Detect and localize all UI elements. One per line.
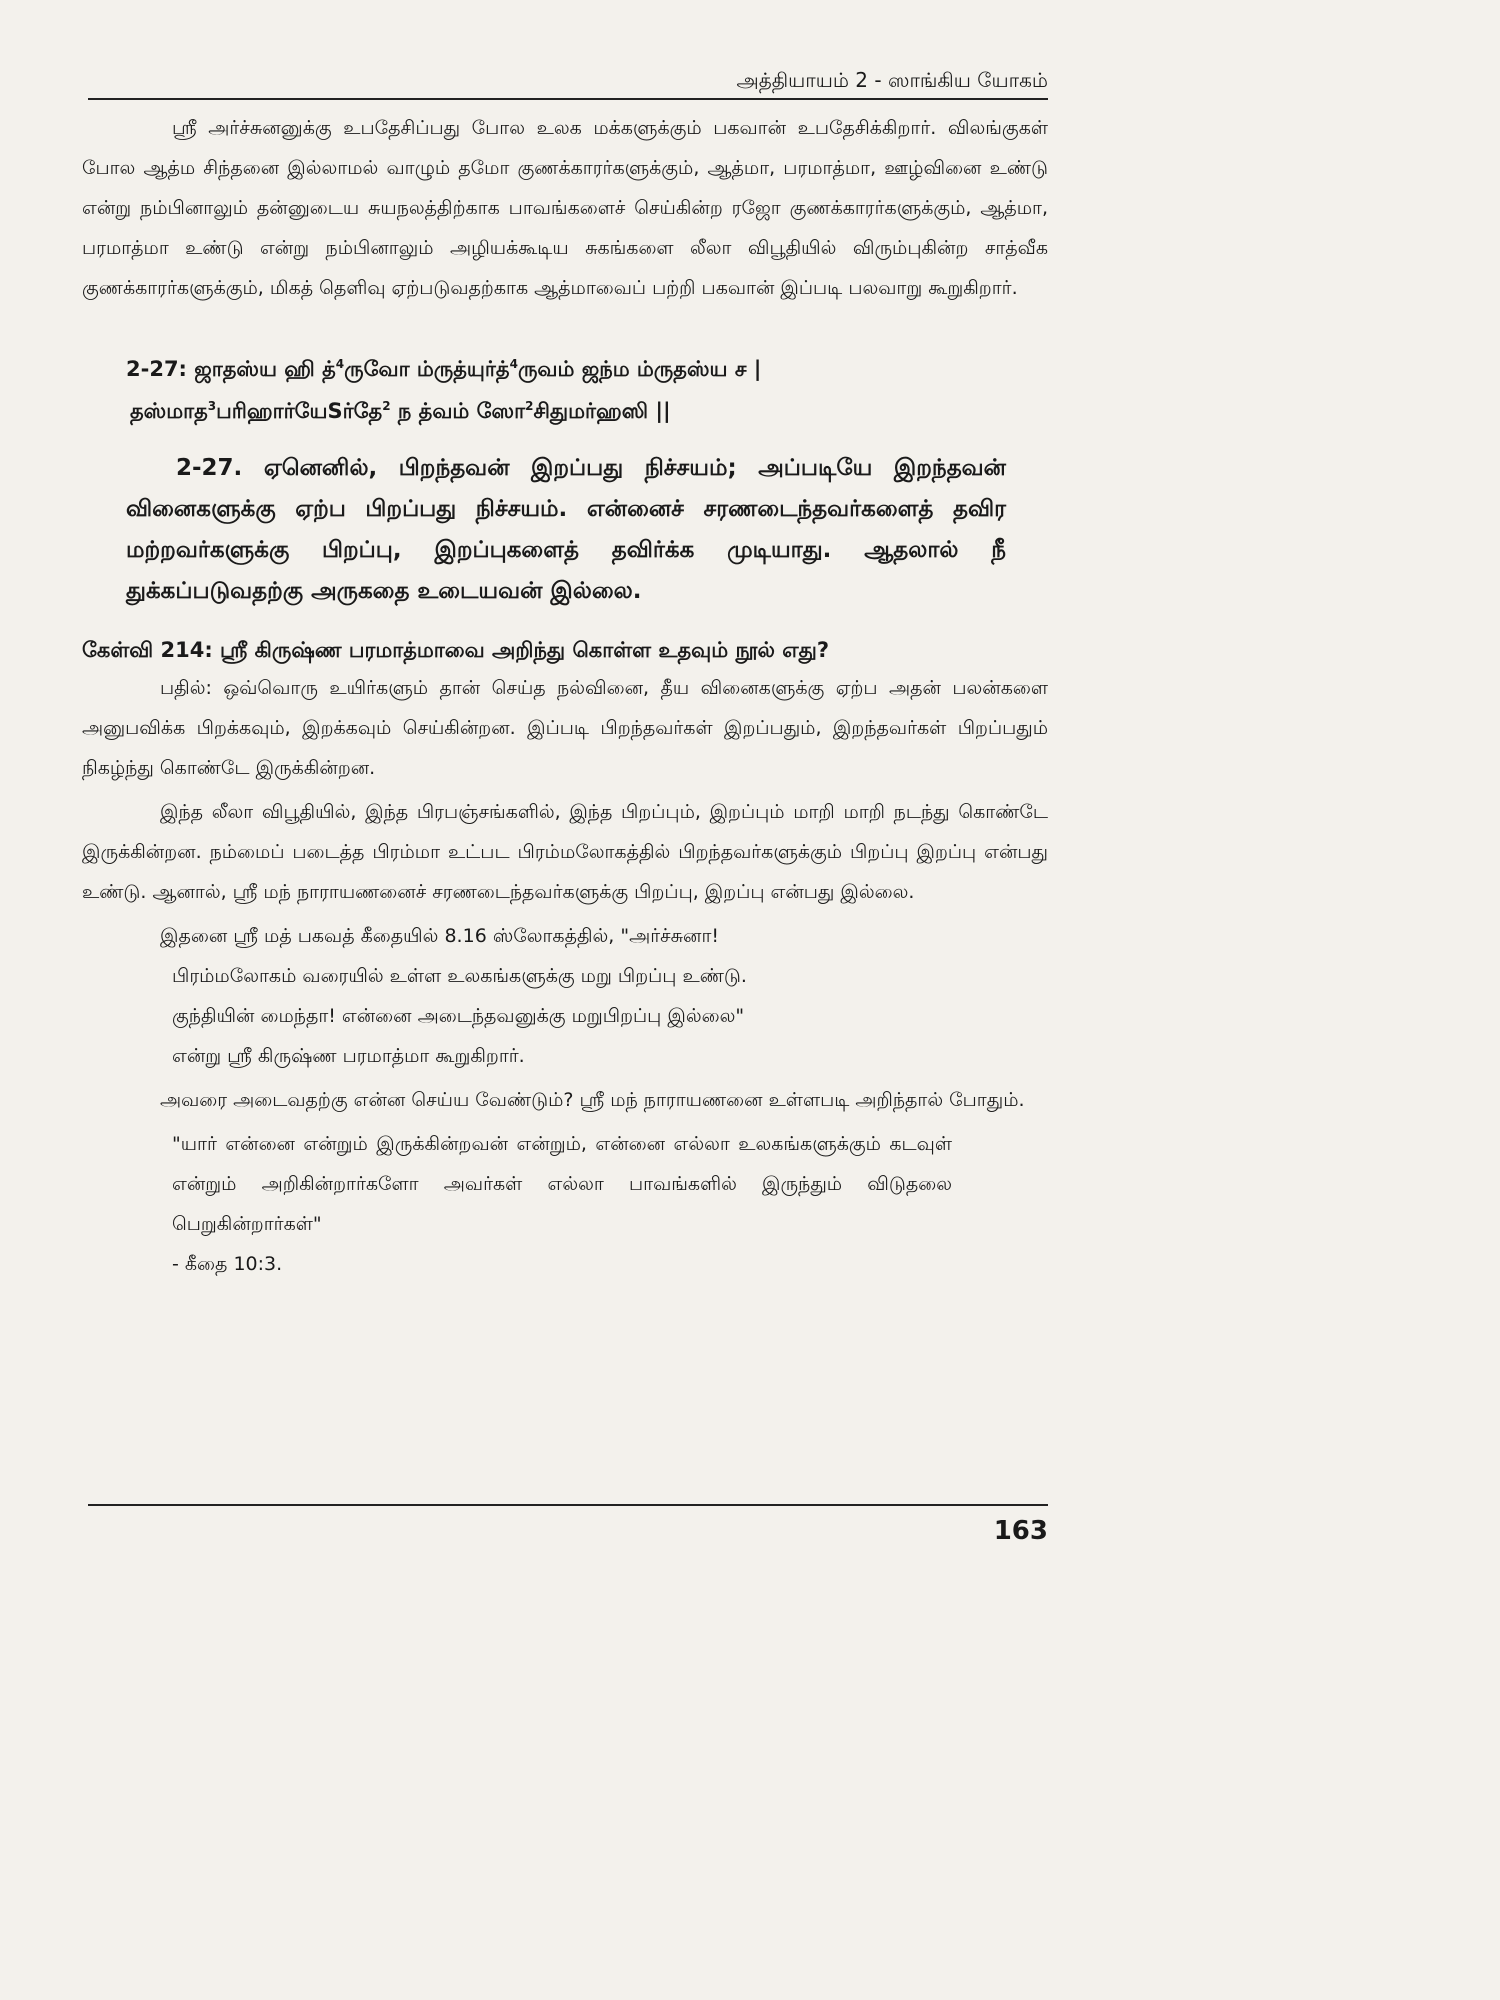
answer-paragraph-2: இந்த லீலா விபூதியில், இந்த பிரபஞ்சங்களில், இந்த பிறப்பும், இறப்பும் மாறி மாறி நடந்து கொண்டே இருக்கின்றன. நம்மைப் படைத்த பிரம்மா உட்பட பிரம்மலோகத்தில் பிறந்தவர்களுக்கும் பிறப்பு இறப்பு என்பது உண்டு. ஆனால், ஸ்ரீ மந் நாராயணனைச் சரணடைந்தவர்களுக்கு பிறப்பு, இறப்பு என்பது இல்லை. [82, 801, 1048, 903]
answer-paragraph-1: பதில்: ஒவ்வொரு உயிர்களும் தான் செய்த நல்வினை, தீய வினைகளுக்கு ஏற்ப அதன் பலன்களை அனுபவிக்க பிறக்கவும், இறக்கவும் செய்கின்றன. இப்படி பிறந்தவர்கள் இறப்பதும், இறந்தவர்கள் பிறப்பதும் நிகழ்ந்து கொண்டே இருக்கின்றன. [82, 677, 1048, 779]
diacritic-number: 2 [382, 399, 391, 413]
shloka-text: ருவோ ம்ருத்யுர்த் [344, 357, 510, 381]
quote-line: குந்தியின் மைந்தா! என்னை அடைந்தவனுக்கு மறுபிறப்பு இல்லை" [172, 1005, 745, 1027]
page-number: 163 [993, 1516, 1048, 1546]
diacritic-number: 4 [509, 357, 518, 371]
diacritic-number: 3 [207, 399, 217, 413]
quote-line: என்று ஸ்ரீ கிருஷ்ண பரமாத்மா கூறுகிறார். [172, 1045, 525, 1067]
running-header: அத்தியாயம் 2 - ஸாங்கிய யோகம் [736, 68, 1048, 92]
shloka-text: ருவம் ஜந்ம ம்ருதஸ்ய ச | [517, 357, 762, 381]
footer-rule [88, 1504, 1048, 1506]
shloka-text: சிதுமர்ஹஸி || [533, 399, 671, 423]
shloka-text: 2-27: ஜாதஸ்ய ஹி த் [126, 357, 336, 381]
question-heading: கேள்வி 214: ஸ்ரீ கிருஷ்ண பரமாத்மாவை அறிந்து கொள்ள உதவும் நூல் எது? [82, 638, 830, 662]
answer-paragraph-3: இதனை ஸ்ரீ மத் பகவத் கீதையில் 8.16 ஸ்லோகத்தில், "அர்ச்சுனா! [160, 925, 720, 947]
header-rule [88, 98, 1048, 100]
diacritic-number: 2 [525, 399, 534, 413]
quote-line: பிரம்மலோகம் வரையில் உள்ள உலகங்களுக்கு மறு பிறப்பு உண்டு. [172, 965, 747, 987]
answer-paragraph-4: அவரை அடைவதற்கு என்ன செய்ய வேண்டும்? ஸ்ரீ மந் நாராயணனை உள்ளபடி அறிந்தால் போதும். [160, 1089, 1025, 1111]
gita-10-3-quote: "யார் என்னை என்றும் இருக்கின்றவன் என்றும், என்னை எல்லா உலகங்களுக்கும் கடவுள் என்றும் அறிகின்றார்களோ அவர்கள் எல்லா பாவங்களில் இருந்தும் விடுதலை பெறுகின்றார்கள்" [172, 1133, 952, 1235]
intro-paragraph: ஸ்ரீ அர்ச்சுனனுக்கு உபதேசிப்பது போல உலக மக்களுக்கும் பகவான் உபதேசிக்கிறார். விலங்குகள் போல ஆத்ம சிந்தனை இல்லாமல் வாழும் தமோ குணக்காரர்களுக்கும், ஆத்மா, பரமாத்மா, ஊழ்வினை உண்டு என்று நம்பினாலும் தன்னுடைய சுயநலத்திற்காக பாவங்களைச் செய்கின்ற ரஜோ குணக்காரர்களுக்கும், ஆத்மா, பரமாத்மா உண்டு என்று நம்பினாலும் அழியக்கூடிய சுகங்களை லீலா விபூதியில் விரும்புகின்ற சாத்வீக குணக்காரர்களுக்கும், மிகத் தெளிவு ஏற்படுவதற்காக ஆத்மாவைப் பற்றி பகவான் இப்படி பலவாறு கூறுகிறார். [82, 117, 1048, 299]
shloka-text: ந த்வம் ஸோ [390, 399, 526, 423]
gita-reference: - கீதை 10:3. [172, 1253, 283, 1275]
shloka-text: தஸ்மாத [130, 399, 208, 423]
diacritic-number: 4 [335, 357, 345, 371]
shloka-meaning: 2-27. ஏனெனில், பிறந்தவன் இறப்பது நிச்சயம்; அப்படியே இறந்தவன் வினைகளுக்கு ஏற்ப பிறப்பது நிச்சயம். என்னைச் சரணடைந்தவர்களைத் தவிர மற்றவர்களுக்கு பிறப்பு, இறப்புகளைத் தவிர்க்க முடியாது. ஆதலால் நீ துக்கப்படுவதற்கு அருகதை உடையவன் இல்லை. [126, 455, 1006, 604]
shloka-line-1 [126, 346, 1048, 388]
shloka-text: பரிஹார்யேSர்தே [216, 399, 383, 423]
gita-8-16-quote [82, 956, 1048, 1076]
sanskrit-shloka [82, 346, 1048, 430]
shloka-line-2 [126, 388, 1048, 430]
page-content [82, 108, 1048, 1284]
